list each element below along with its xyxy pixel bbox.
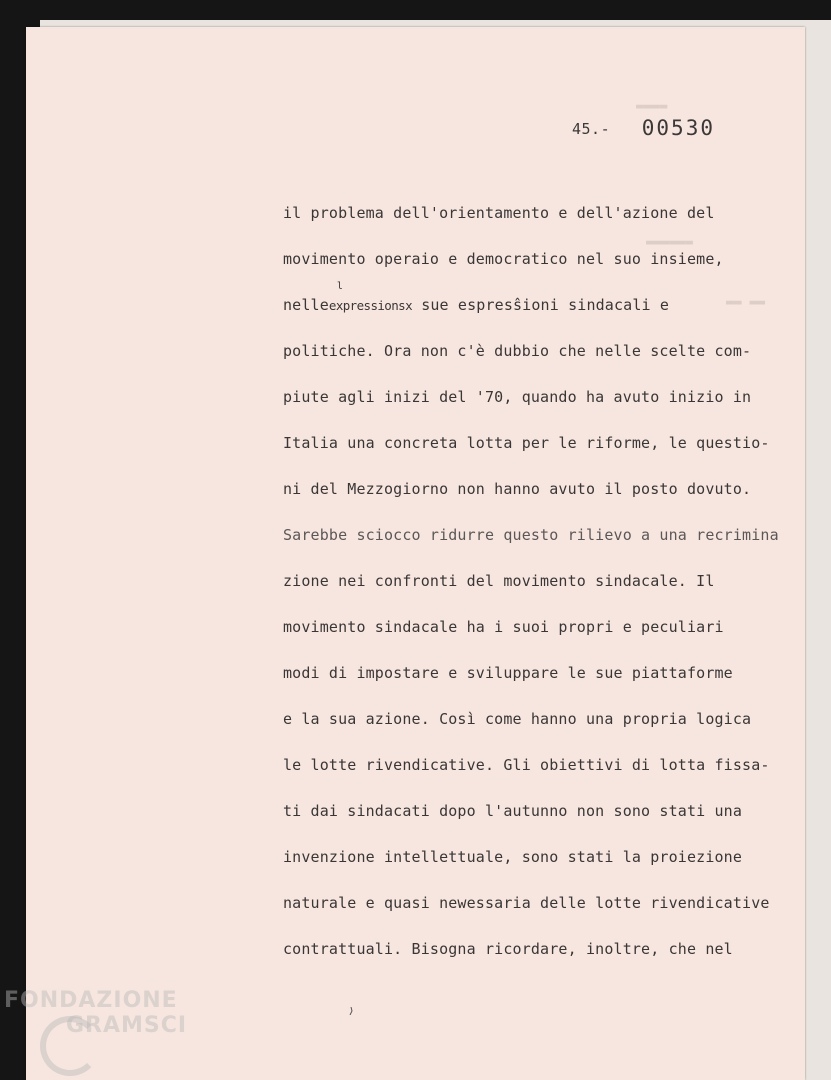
text-line: politiche. Ora non c'è dubbio che nelle scelte com- <box>283 342 752 360</box>
ink-speck <box>349 1007 353 1015</box>
text-line: le lotte rivendicative. Gli obiettivi di lotta fissa- <box>283 756 770 774</box>
text-line: modi di impostare e sviluppare le sue piattaforme <box>283 664 733 682</box>
text-line: naturale e quasi newessaria delle lotte rivendicative <box>283 894 770 912</box>
page-number: 45.- <box>572 120 611 138</box>
bleed-through: ▬▬▬▬▬▬ <box>646 235 693 250</box>
text-line-with-correction <box>283 281 803 336</box>
watermark-g-logo-icon <box>40 1016 100 1076</box>
text-line: zione nei confronti del movimento sindacale. Il <box>283 572 715 590</box>
text-line: piute agli inizi del '70, quando ha avuto inizio in <box>283 388 752 406</box>
text-fragment: nelle <box>283 296 329 314</box>
bleed-through: ▬▬ ▬▬ <box>726 295 766 310</box>
text-line: ni del Mezzogiorno non hanno avuto il posto dovuto. <box>283 480 752 498</box>
text-line: il problema dell'orientamento e dell'azione del <box>283 204 715 222</box>
text-line: Italia una concreta lotta per le riforme, le questio- <box>283 434 770 452</box>
text-fragment: sue espresŝioni sindacali e <box>412 296 670 314</box>
document-code: 00530 <box>641 116 715 140</box>
watermark-line-2: GRAMSCI <box>66 1013 188 1038</box>
page-header <box>572 116 715 140</box>
text-line: ti dai sindacati dopo l'autunno non sono stati una <box>283 802 743 820</box>
bleed-through: ▬▬▬▬ <box>636 99 668 114</box>
text-line: e la sua azione. Così come hanno una propria logica <box>283 710 752 728</box>
watermark-line-1: FONDAZIONE <box>4 988 178 1013</box>
typed-text-body <box>283 198 803 980</box>
overtyped-correction: l <box>336 281 343 292</box>
text-line: invenzione intellettuale, sono stati la proiezione <box>283 848 743 866</box>
struck-out-word: expressionsx l <box>328 281 413 313</box>
text-line: movimento operaio e democratico nel suo insieme, <box>283 250 724 268</box>
text-line: Sarebbe sciocco ridurre questo rilievo a una recrimina <box>283 526 779 544</box>
text-line: contrattuali. Bisogna ricordare, inoltre, che nel <box>283 940 733 958</box>
archive-watermark <box>4 988 187 1038</box>
text-line: movimento sindacale ha i suoi propri e peculiari <box>283 618 724 636</box>
